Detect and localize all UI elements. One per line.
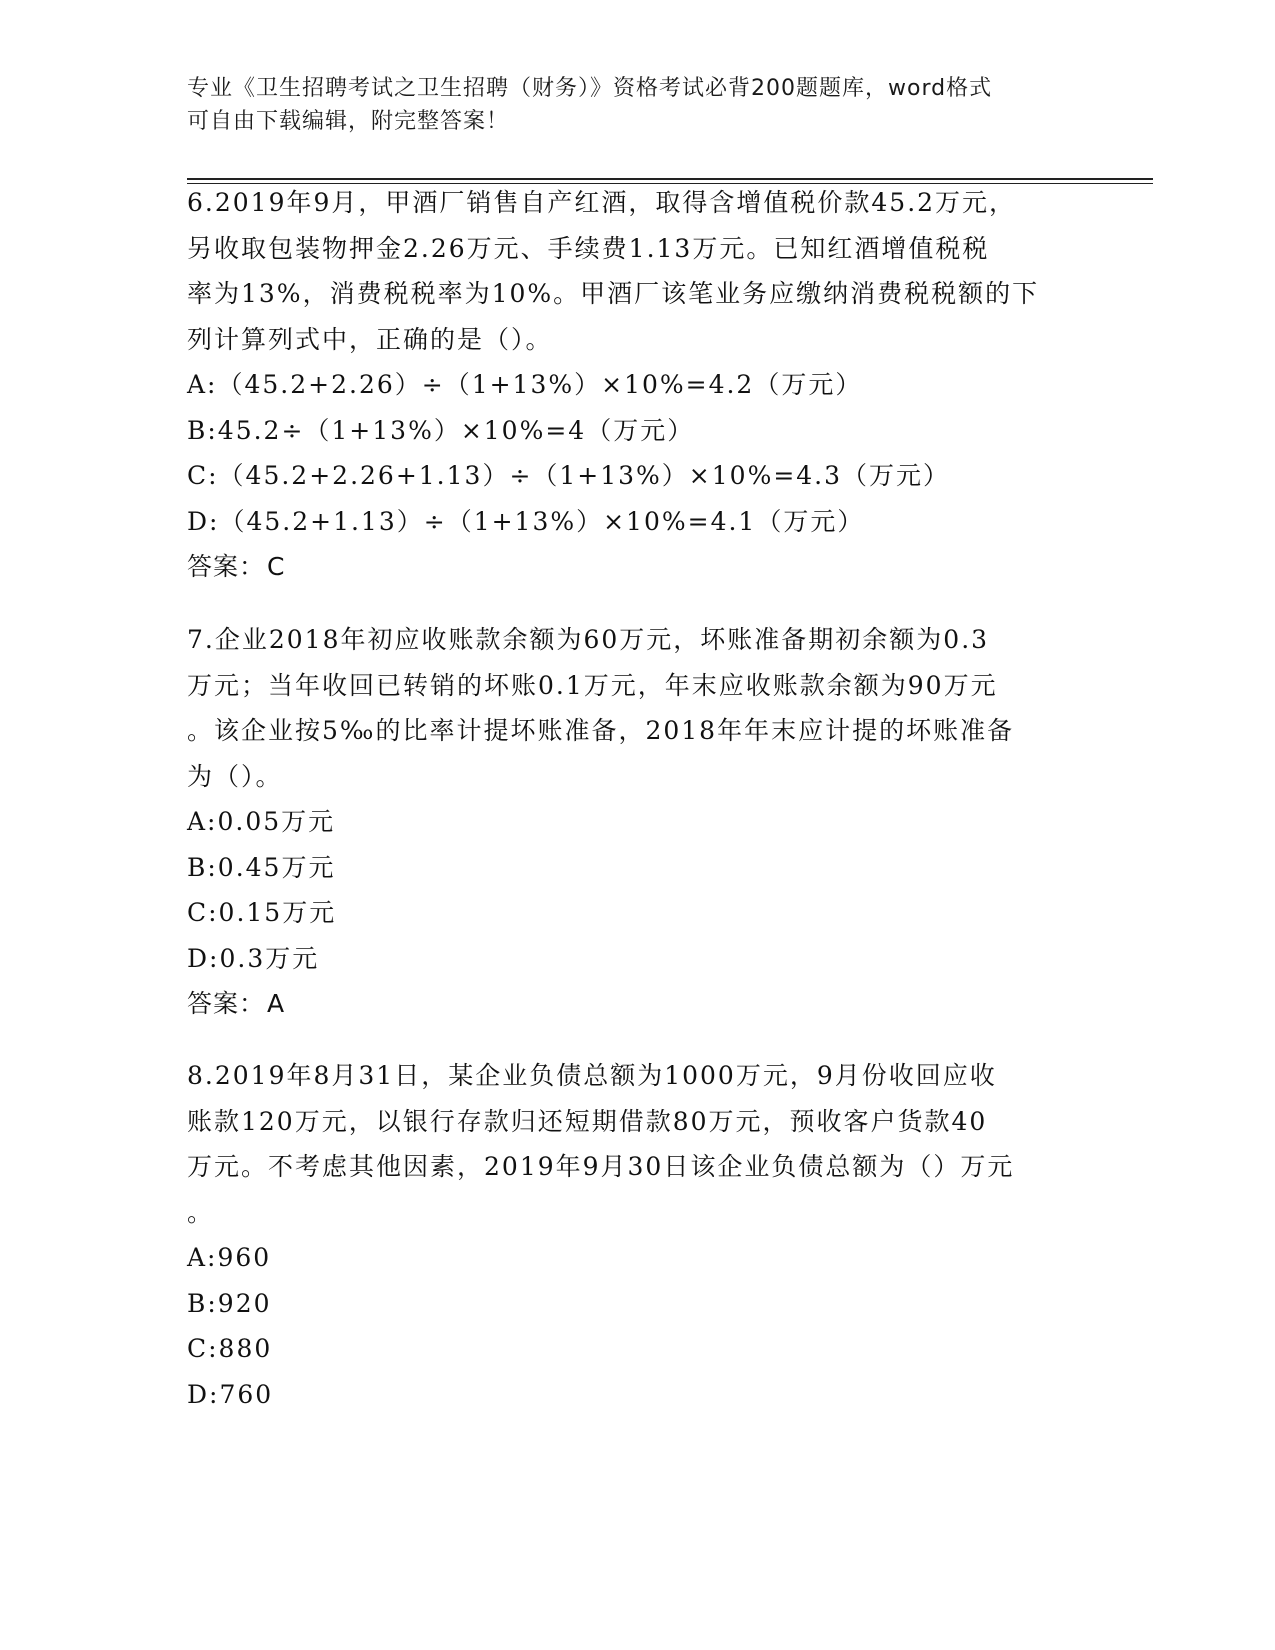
option-b: B:0.45万元: [187, 852, 336, 882]
question-text-line: 账款120万元，以银行存款归还短期借款80万元，预收客户货款40: [187, 1106, 988, 1136]
option-d: D:（45.2+1.13）÷（1+13%）×10%=4.1（万元）: [187, 506, 865, 536]
question-text-line: 万元。不考虑其他因素，2019年9月30日该企业负债总额为（）万元: [187, 1152, 1015, 1181]
answer-value: A: [267, 989, 286, 1018]
question-6: [187, 180, 1087, 590]
option-c: C:880: [187, 1334, 273, 1363]
option-a: A:（45.2+2.26）÷（1+13%）×10%=4.2（万元）: [187, 370, 863, 399]
option-c: C:（45.2+2.26+1.13）÷（1+13%）×10%=4.3（万元）: [187, 461, 951, 490]
question-text-line: 列计算列式中，正确的是（）。: [187, 324, 553, 354]
answer-label: 答案：: [187, 552, 266, 581]
answer-label: 答案：: [187, 989, 266, 1018]
question-7: [187, 617, 1087, 1027]
option-a: A:960: [187, 1243, 272, 1272]
question-text-line: 6.2019年9月，甲酒厂销售自产红酒，取得含增值税价款45.2万元，: [187, 188, 1017, 217]
question-text-line: 。: [187, 1197, 215, 1227]
option-d: D:760: [187, 1379, 274, 1409]
answer: [187, 544, 1087, 590]
header-line-1: 专业《卫生招聘考试之卫生招聘（财务）》资格考试必背200题题库，word格式: [187, 76, 993, 101]
question-text-line: 为（）。: [187, 761, 283, 791]
option-c: C:0.15万元: [187, 898, 337, 927]
header-line-2: 可自由下载编辑，附完整答案！: [187, 109, 510, 134]
option-b: B:920: [187, 1288, 272, 1318]
answer: [187, 981, 1087, 1027]
question-text-line: 率为13%，消费税税率为10%。甲酒厂该笔业务应缴纳消费税税额的下: [187, 279, 1040, 308]
question-text-line: 万元；当年收回已转销的坏账0.1万元，年末应收账款余额为90万元: [187, 670, 998, 700]
option-a: A:0.05万元: [187, 807, 336, 836]
question-text-line: 。该企业按5‰的比率计提坏账准备，2018年年末应计提的坏账准备: [187, 716, 1015, 745]
question-text-line: 8.2019年8月31日，某企业负债总额为1000万元，9月份收回应收: [187, 1061, 997, 1090]
option-b: B:45.2÷（1+13%）×10%=4（万元）: [187, 415, 695, 445]
option-d: D:0.3万元: [187, 943, 320, 973]
question-8: [187, 1053, 1087, 1417]
answer-value: C: [267, 552, 286, 581]
question-text-line: 另收取包装物押金2.26万元、手续费1.13万元。已知红酒增值税税: [187, 233, 990, 263]
question-text-line: 7.企业2018年初应收账款余额为60万元，坏账准备期初余额为0.3: [187, 625, 990, 654]
document-header: [187, 72, 1067, 138]
